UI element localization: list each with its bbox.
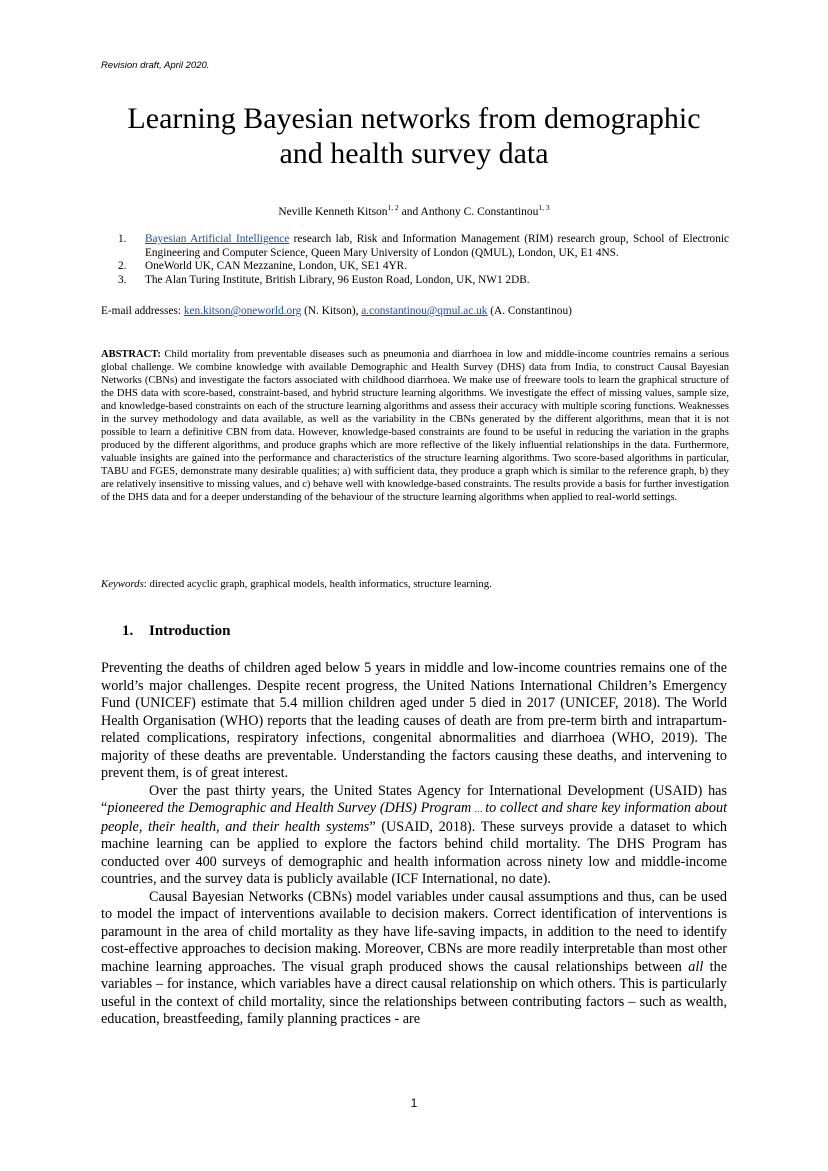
- title-line-1: Learning Bayesian networks from demographic: [127, 102, 701, 135]
- keywords: [101, 578, 729, 590]
- affiliation-list: [101, 233, 729, 287]
- affiliation-item: [101, 274, 729, 288]
- body-text: [101, 660, 727, 1029]
- email-label: E-mail addresses:: [101, 305, 184, 317]
- affiliation-text: [145, 233, 729, 260]
- paragraph-3: [101, 889, 727, 1029]
- author-conjunction: and: [398, 205, 421, 218]
- p2-quote-2: to collect and share key information about people, their health, and their health systems: [101, 800, 728, 835]
- p3-end: the variables – for instance, which variables have a direct causal relationship on which others. This is particularly useful in the context of child mortality, since the relationships between contributing factors – such as wealth, education, breastfeeding, family planning practices - are: [101, 958, 727, 1027]
- abstract-label: ABSTRACT:: [101, 349, 161, 360]
- abstract-text: Child mortality from preventable diseases such as pneumonia and diarrhoea in low and middle-income countries remains a serious global challenge. We combine knowledge with available Demographic and Health Survey (DHS) data from India, to construct Causal Bayesian Networks (CBNs) and investigate the factors associated with childhood diarrhoea. We make use of freeware tools to learn the graphical structure of the DHS data with score-based, constraint-based, and hybrid structure learning algorithms. We investigate the effect of missing values, sample size, and knowledge-based constraints on each of the structure learning algorithms and assess their accuracy with multiple scoring functions. Weaknesses in the survey methodology and data available, as well as the variability in the CBNs generated by the different algorithms, mean that it is not possible to learn a definitive CBN from data. However, knowledge-based constraints are found to be useful in reducing the variation in the graphs produced by the different algorithms, and produce graphs which are more reflective of the likely influential relationships in the data. Furthermore, valuable insights are gained into the performance and characteristics of the structure learning algorithms. Two score-based algorithms in particular, TABU and FGES, demonstrate many desirable qualities; a) with sufficient data, they produce a graph which is similar to the reference graph, b) they are relatively insensitive to missing values, and c) behave well with knowledge-based constraints. The results provide a basis for further investigation of the DHS data and for a deeper understanding of the behaviour of the structure learning algorithms when applied to real-world settings.: [101, 349, 729, 503]
- author-1: Neville Kenneth Kitson: [278, 205, 388, 218]
- section-title: Introduction: [149, 623, 231, 639]
- affiliation-text: The Alan Turing Institute, British Library, 96 Euston Road, London, UK, NW1 2DB.: [145, 273, 530, 286]
- section-number: 1.: [122, 623, 134, 639]
- p2-ellipsis: …: [471, 804, 486, 814]
- p2-start: Over the past thirty years, the United States Agency for International Development (USAID) has “: [101, 782, 727, 816]
- bayesian-ai-link[interactable]: Bayesian Artificial Intelligence: [145, 233, 290, 245]
- affiliation-item: [101, 260, 729, 274]
- paragraph-2: [101, 783, 727, 889]
- p3-italic: all: [688, 958, 704, 975]
- affiliation-item: [101, 233, 729, 260]
- title-line-2: and health survey data: [279, 137, 549, 170]
- email-link-constantinou[interactable]: a.constantinou@qmul.ac.uk: [361, 305, 488, 317]
- page-number: 1: [410, 1096, 418, 1110]
- affiliation-number: 3.: [118, 273, 127, 286]
- abstract: [101, 348, 729, 504]
- affiliation-number: 1.: [118, 233, 127, 245]
- paragraph-1: Preventing the deaths of children aged below 5 years in middle and low-income countries remains one of the world’s major challenges. Despite recent progress, the United Nations International Children’s Emergency Fund (UNICEF) estimate that 5.4 million children aged under 5 died in 2017 (UNICEF, 2018). The World Health Organisation (WHO) reports that the leading causes of death are from pre-term birth and intrapartum-related complications, respiratory infections, congenital abnormalities and diarrhoea (WHO, 2019). The majority of these deaths are preventable. Understanding the factors causing these deaths, and intervening to prevent them, is of great interest.: [101, 660, 727, 781]
- draft-note: Revision draft, April 2020.: [101, 60, 210, 71]
- affiliation-text: OneWorld UK, CAN Mezzanine, London, UK, SE1 4YR.: [145, 260, 408, 272]
- p2-quote-1: pioneered the Demographic and Health Survey (DHS) Program: [107, 800, 472, 816]
- author-1-affil: 1, 2: [387, 203, 399, 212]
- email-addresses: [101, 305, 729, 317]
- email-name-1: (N. Kitson),: [301, 305, 362, 317]
- affiliation-number: 2.: [118, 260, 127, 272]
- p3-start: Causal Bayesian Networks (CBNs) model variables under causal assumptions and thus, can be used to model the impact of interventions available to decision makers. Correct identification of interventions is paramount in the area of child mortality as they have life-saving impacts, in addition to the need to identify cost-effective approaches to decision making. Moreover, CBNs are more readily interpretable than most other machine learning approaches. The visual graph produced shows the causal relationships between: [101, 888, 727, 975]
- affiliation-detail: research lab, Risk and Information Management (RIM) research group, School of Electronic Engineering and Computer Science, Queen Mary University of London (QMUL), London, UK, E1 4NS.: [145, 233, 729, 259]
- p2-end: ” (USAID, 2018). These surveys provide a dataset to which machine learning can be applied to explore the factors behind child mortality. The DHS Program has conducted over 400 surveys of demographic and health information across ninety low and middle-income countries, and the survey data is publicly available (ICF International, no date).: [101, 818, 727, 887]
- author-line: [60, 203, 768, 218]
- section-heading: [122, 623, 230, 640]
- keywords-text: : directed acyclic graph, graphical models, health informatics, structure learning.: [143, 578, 492, 590]
- paper-title: [60, 101, 768, 171]
- author-2-affil: 1, 3: [538, 203, 550, 212]
- author-2: Anthony C. Constantinou: [420, 205, 539, 218]
- email-link-kitson[interactable]: ken.kitson@oneworld.org: [183, 305, 302, 317]
- email-name-2: (A. Constantinou): [487, 305, 572, 317]
- keywords-label: Keywords: [101, 578, 144, 590]
